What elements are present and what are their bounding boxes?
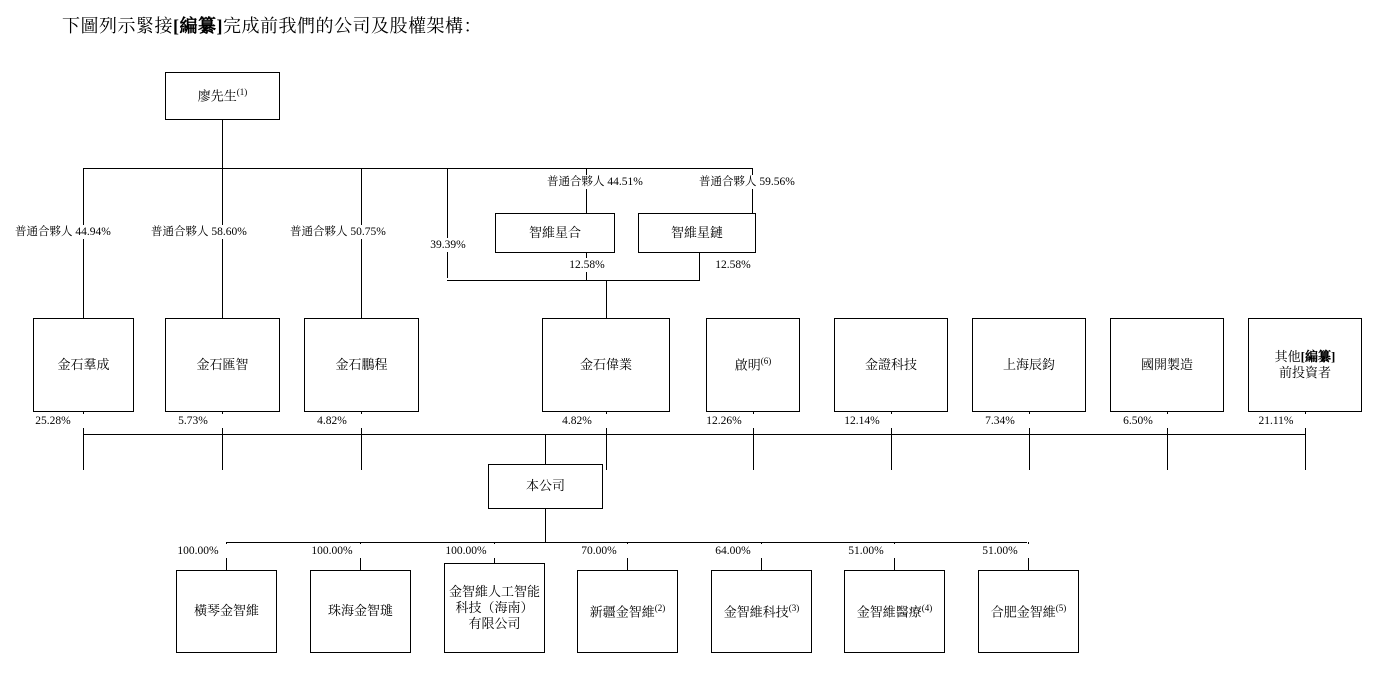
node-jinshi-qunchneg[interactable] — [33, 318, 134, 412]
node-jinzhiwei-keji[interactable] — [711, 570, 812, 653]
edge-label-gp-pengcheng — [289, 225, 386, 239]
node-zhiwei-xinglian-label: 智維星鏈 — [670, 224, 723, 240]
node-guokai-label: 國開製造 — [1140, 356, 1193, 372]
node-company-label: 本公司 — [525, 478, 565, 494]
edge-label-gp-xinghe-line2: 44.51% — [607, 176, 643, 188]
node-mr-liao-label: 廖先生 — [197, 88, 237, 104]
connector-into-company — [545, 434, 546, 464]
node-shanghai-chenjun[interactable] — [972, 318, 1086, 412]
connector-weiye-down — [606, 280, 607, 318]
edge-label-gp-huizhi-line2: 58.60% — [211, 226, 247, 238]
edge-label-keji-pct: 64.00% — [701, 544, 765, 558]
node-jinshi-pengcheng-label: 金石鵬程 — [335, 356, 388, 372]
node-jinzhiwei-keji-label: 金智維科技 — [723, 604, 789, 620]
edge-label-gp-qunchneg-line1: 普通合夥人 — [15, 226, 73, 238]
node-shanghai-chenjun-label: 上海辰鈞 — [1002, 356, 1055, 372]
edge-label-gp-huizhi-line1: 普通合夥人 — [151, 226, 209, 238]
node-hefei-label: 合肥金智維 — [990, 604, 1056, 620]
node-xinjiang-label: 新疆金智維 — [589, 604, 655, 620]
node-jinzheng[interactable] — [834, 318, 948, 412]
page-caption — [62, 12, 482, 38]
node-jinzhiwei-yiliao-footnote: (4) — [921, 602, 933, 613]
node-jinshi-weiye-label: 金石偉業 — [579, 356, 632, 372]
node-mr-liao-footnote: (1) — [236, 87, 248, 98]
edge-label-xinjiang-pct: 70.00% — [567, 544, 631, 558]
node-hengqin-label: 橫琴金智維 — [193, 603, 259, 619]
connector-to-qunchneg — [83, 168, 84, 318]
edge-label-chenjun-pct: 7.34% — [967, 414, 1033, 428]
edge-label-hengqin-pct: 100.00% — [166, 544, 230, 558]
node-qiming[interactable] — [706, 318, 800, 412]
node-hainan-line2: 科技（海南） — [455, 599, 534, 615]
node-hefei[interactable] — [978, 570, 1079, 653]
edge-label-hefei-pct: 51.00% — [968, 544, 1032, 558]
edge-label-guokai-pct: 6.50% — [1105, 414, 1171, 428]
node-company[interactable] — [488, 464, 603, 509]
node-xinjiang-footnote: (2) — [654, 602, 666, 613]
edge-label-gp-qunchneg — [14, 225, 111, 239]
edge-label-others-pct: 21.11% — [1243, 414, 1309, 428]
node-jinshi-pengcheng[interactable] — [304, 318, 419, 412]
edge-label-qunchneg-pct: 25.28% — [20, 414, 86, 428]
connector-weiye-bus — [447, 280, 700, 281]
edge-label-yiliao-pct: 51.00% — [834, 544, 898, 558]
edge-label-jinzheng-pct: 12.14% — [829, 414, 895, 428]
connector-top-bus — [83, 168, 752, 169]
node-jinzhiwei-yiliao[interactable] — [844, 570, 945, 653]
edge-label-xinghe-to-weiye: 12.58% — [554, 258, 620, 272]
node-other-investors-line2: 前投資者 — [1278, 365, 1331, 380]
edge-label-gp-pengcheng-line2: 50.75% — [350, 226, 386, 238]
edge-label-gp-xinghe — [546, 175, 643, 189]
node-jinzheng-label: 金證科技 — [864, 356, 917, 372]
node-other-investors-line1: 其他 — [1274, 348, 1301, 364]
node-jinzhiwei-keji-footnote: (3) — [788, 602, 800, 613]
node-jinshi-weiye[interactable] — [542, 318, 670, 412]
caption-bracket: [編纂] — [173, 16, 223, 36]
edge-label-gp-huizhi — [150, 225, 247, 239]
node-mr-liao[interactable] — [165, 72, 280, 120]
node-zhiwei-xinglian[interactable] — [638, 213, 756, 253]
edge-label-gp-qunchneg-line2: 44.94% — [75, 226, 111, 238]
node-hainan[interactable] — [444, 563, 545, 653]
node-hainan-line3: 有限公司 — [468, 616, 521, 632]
node-hainan-line1: 金智維人工智能 — [448, 583, 540, 599]
caption-suffix: 完成前我們的公司及股權架構： — [223, 16, 482, 36]
connector-to-weiye-direct — [447, 168, 448, 278]
caption-prefix: 下圖列示緊接 — [62, 16, 173, 36]
connector-liao-down — [222, 120, 223, 168]
node-hengqin[interactable] — [176, 570, 277, 653]
node-other-investors-bracket: [編纂] — [1300, 348, 1336, 364]
connector-to-huizhi — [222, 168, 223, 318]
edge-label-pengcheng-pct: 4.82% — [299, 414, 365, 428]
edge-label-xinglian-to-weiye: 12.58% — [700, 258, 766, 272]
node-zhuhai[interactable] — [310, 570, 411, 653]
node-qiming-label: 啟明 — [734, 357, 761, 373]
edge-label-weiye-direct: 39.39% — [405, 238, 491, 252]
node-other-investors[interactable] — [1248, 318, 1362, 412]
node-zhiwei-xinghe-label: 智維星合 — [528, 224, 581, 240]
node-xinjiang[interactable] — [577, 570, 678, 653]
edge-label-huizhi-pct: 5.73% — [160, 414, 226, 428]
node-jinzhiwei-yiliao-label: 金智維醫療 — [856, 604, 922, 620]
node-jinshi-huizhi-label: 金石匯智 — [196, 356, 249, 372]
edge-label-gp-xinglian-line2: 59.56% — [759, 176, 795, 188]
node-qiming-footnote: (6) — [760, 356, 772, 367]
node-zhuhai-label: 珠海金智璡 — [327, 603, 393, 619]
connector-to-pengcheng — [361, 168, 362, 318]
connector-company-bus — [83, 434, 1305, 435]
edge-label-gp-xinghe-line1: 普通合夥人 — [547, 176, 605, 188]
connector-company-down — [545, 509, 546, 542]
node-jinshi-huizhi[interactable] — [165, 318, 280, 412]
edge-label-gp-xinglian-line1: 普通合夥人 — [699, 176, 757, 188]
edge-label-gp-xinglian — [698, 175, 795, 189]
node-jinshi-qunchneg-label: 金石羣成 — [57, 356, 110, 372]
edge-label-weiye-pct: 4.82% — [544, 414, 610, 428]
node-hefei-footnote: (5) — [1055, 602, 1067, 613]
edge-label-gp-pengcheng-line1: 普通合夥人 — [290, 226, 348, 238]
node-guokai[interactable] — [1110, 318, 1224, 412]
node-zhiwei-xinghe[interactable] — [495, 213, 615, 253]
edge-label-qiming-pct: 12.26% — [691, 414, 757, 428]
edge-label-zhuhai-pct: 100.00% — [300, 544, 364, 558]
edge-label-hainan-pct: 100.00% — [434, 544, 498, 558]
